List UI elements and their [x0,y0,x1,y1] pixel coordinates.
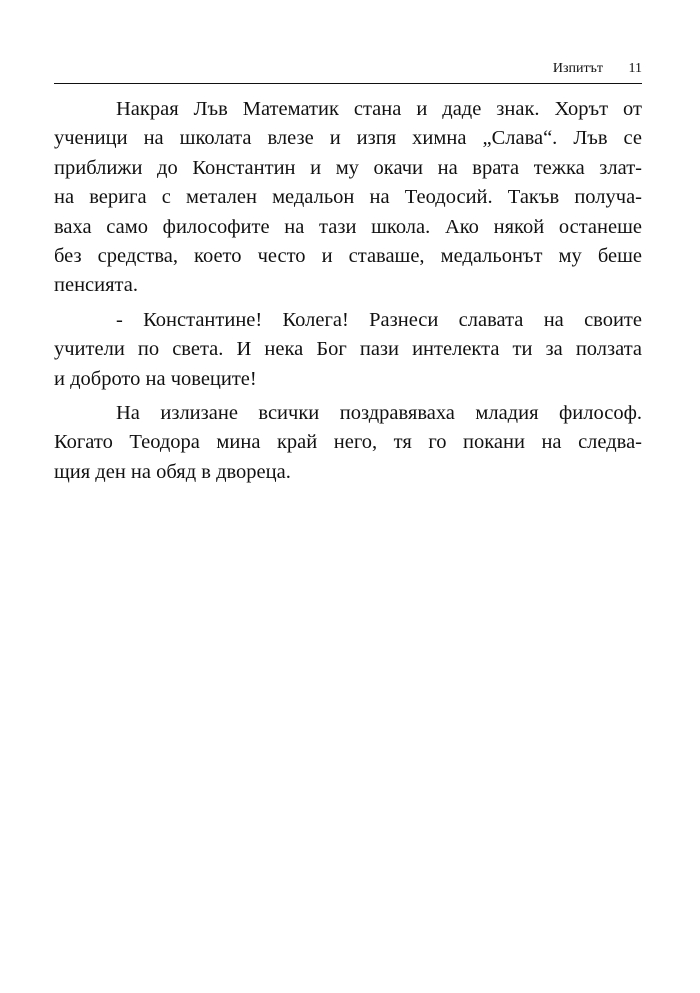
paragraph-2 [54,306,642,394]
text-line: щия ден на обяд в двореца. [54,460,291,483]
paragraph-3 [54,399,642,487]
text-line: на верига с метален медальон на Теодосий. Такъв получа- [54,186,642,209]
running-header-title: Изпитът [552,61,603,76]
header-rule [54,83,642,84]
text-line: На излизане всички поздравяваха младия философ. [116,401,642,424]
text-line: и доброто на човеците! [54,367,257,390]
text-line: Накрая Лъв Математик стана и даде знак. Хорът от [116,98,642,120]
text-line: - Константине! Колега! Разнеси славата на своите [116,308,642,331]
text-line: пенсията. [54,274,138,297]
paragraph-1 [54,95,642,301]
text-line: ваха само философите на тази школа. Ако някой останеше [54,215,642,238]
text-line: Когато Теодора мина край него, тя го покани на следва- [54,431,642,454]
text-line: без средства, което често и ставаше, медальонът му беше [54,244,642,267]
running-header [54,58,642,80]
text-line: учители по света. И нека Бог пази интелекта ти за ползата [54,338,642,361]
body-text [54,95,642,487]
page-number: 11 [628,61,642,76]
text-line: приближи до Константин и му окачи на врата тежка злат- [54,156,642,179]
text-line: ученици на школата влезе и изпя химна „Слава“. Лъв се [54,127,642,150]
